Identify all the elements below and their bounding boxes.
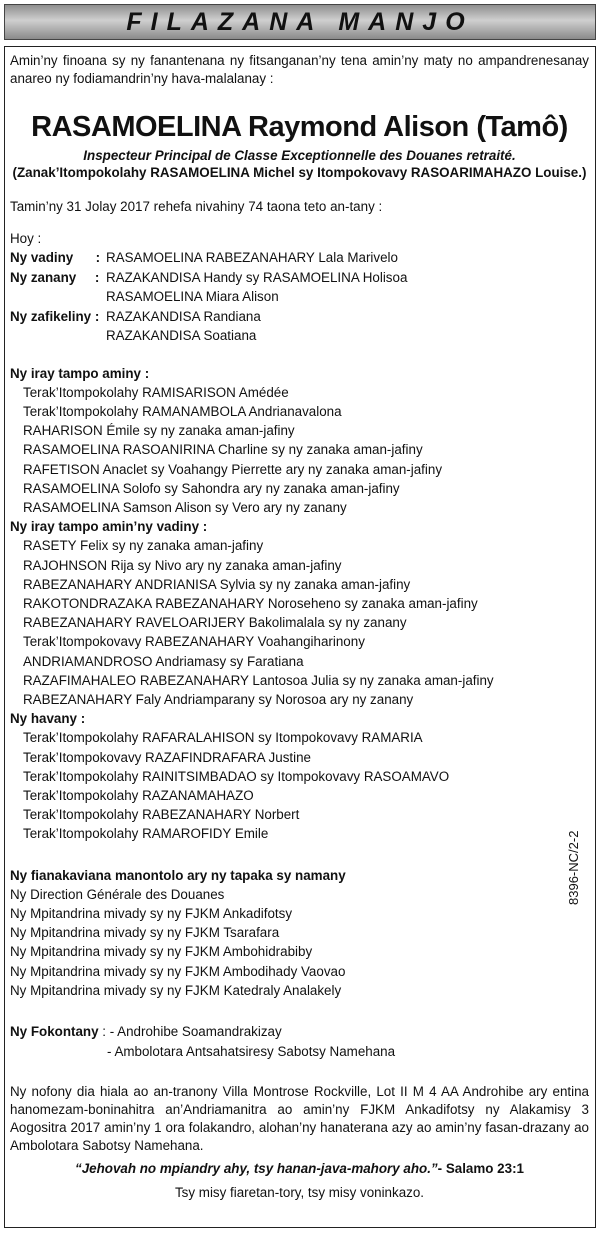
list-item: Terak’Itompokolahy RAINITSIMBADAO sy Itompokovavy RASOAMAVO: [23, 768, 450, 784]
list-item: - Androhibe Soamandrakizay: [109, 1024, 282, 1039]
list-item: Terak’Itompokolahy RAMAROFIDY Emile: [23, 826, 269, 842]
notice-frame: [4, 46, 596, 1228]
footer-note: Tsy misy fiaretan-tory, tsy misy voninkazo.: [174, 1185, 425, 1200]
scripture-quote: [10, 1159, 589, 1178]
intro-paragraph: Amin’ny finoana sy ny fanantenana ny fitsanganan’ny tena amin’ny maty no ampandrenesanay anareo ny fodiamandrin’ny hava-malalanay :: [10, 53, 589, 86]
group-relatives: [10, 709, 589, 843]
family-zanany: [10, 268, 589, 288]
group-heading: Ny iray tampo amin’ny vadiny :: [10, 519, 208, 535]
family-name: RAZAKANDISA Soatiana: [106, 328, 257, 343]
group-heading: Ny havany :: [10, 711, 86, 727]
list-item: Terak’Itompokolahy RAMANAMBOLA Andrianavalona: [23, 403, 342, 419]
hoy-label: Hoy :: [10, 231, 42, 246]
group-heading: Ny iray tampo aminy :: [10, 365, 150, 381]
list-item: RAJOHNSON Rija sy Nivo ary ny zanaka aman-jafiny: [23, 557, 342, 573]
list-item: ANDRIAMANDROSO Andriamasy sy Faratiana: [23, 653, 304, 669]
family-label: Ny zanany :: [10, 269, 100, 285]
list-item: Terak’Itompokolahy RABEZANAHARY Norbert: [23, 807, 300, 823]
fokontany-label: Ny Fokontany: [10, 1024, 99, 1039]
list-item: RASAMOELINA Samson Alison sy Vero ary ny zanany: [23, 499, 347, 515]
list-item: - Ambolotara Antsahatsiresy Sabotsy Namehana: [107, 1043, 396, 1059]
banner-title: FILAZANA MANJO: [126, 7, 474, 36]
death-notice: Tamin’ny 31 Jolay 2017 rehefa nivahiny 74 taona teto an-tany :: [10, 199, 383, 214]
quote-text: “Jehovah no mpiandry ahy, tsy hanan-java-mahory aho.”: [75, 1161, 438, 1176]
quote-reference: - Salamo 23:1: [437, 1161, 524, 1176]
notice-banner: [4, 4, 596, 40]
reference-code: 8396-NC/2-2: [566, 830, 581, 905]
list-item: RAZAFIMAHALEO RABEZANAHARY Lantosoa Julia sy ny zanaka aman-jafiny: [23, 672, 494, 688]
group-spouse-siblings: [10, 517, 589, 709]
list-item: Terak’Itompokovavy RABEZANAHARY Voahangiharinony: [23, 634, 365, 650]
deceased-parents: (Zanak’Itompokolahy RASAMOELINA Michel sy Itompokovavy RASOARIMAHAZO Louise.): [12, 165, 587, 180]
deceased-name: RASAMOELINA Raymond Alison (Tamô): [31, 111, 568, 143]
associations-heading: Ny fianakaviana manontolo ary ny tapaka sy namany: [10, 867, 346, 883]
family-vadiny: [10, 248, 589, 268]
list-item: Ny Mpitandrina mivady sy ny FJKM Tsarafara: [10, 925, 280, 941]
list-item: Terak’Itompokolahy RAZANAMAHAZO: [23, 787, 254, 803]
list-item: RAKOTONDRAZAKA RABEZANAHARY Noroseheno sy zanaka aman-jafiny: [23, 595, 478, 611]
list-item: Terak’Itompokolahy RAFARALAHISON sy Itompokovavy RAMARIA: [23, 730, 423, 746]
list-item: Terak’Itompokolahy RAMISARISON Amédée: [23, 384, 289, 400]
deceased-title: Inspecteur Principal de Classe Exceptionnelle des Douanes retraité.: [83, 148, 516, 163]
list-item: RAFETISON Anaclet sy Voahangy Pierrette ary ny zanaka aman-jafiny: [23, 461, 443, 477]
family-name: RAZAKANDISA Randiana: [106, 308, 261, 324]
family-name: RASAMOELINA RABEZANAHARY Lala Marivelo: [106, 250, 398, 265]
family-zafikeliny: [10, 307, 589, 327]
list-item: RAHARISON Émile sy ny zanaka aman-jafiny: [23, 423, 295, 439]
list-item: RABEZANAHARY RAVELOARIJERY Bakolimalala sy ny zanany: [23, 615, 407, 631]
list-item: RASAMOELINA Solofo sy Sahondra ary ny zanaka aman-jafiny: [23, 480, 400, 496]
list-item: Ny Mpitandrina mivady sy ny FJKM Ambohidrabiby: [10, 944, 313, 960]
list-item: Ny Mpitandrina mivady sy ny FJKM Ankadifotsy: [10, 905, 293, 921]
list-item: RASETY Felix sy ny zanaka aman-jafiny: [23, 538, 264, 554]
closing-paragraph: Ny nofony dia hiala ao an-tranony Villa Montrose Rockville, Lot II M 4 AA Androhibe ary entina hanomezam-boninahitra an’Andriamanitra ao amin’ny FJKM Ankadifotsy ny Alakamisy 3 Aogositra 2017 amin’ny 1 ora folakandro, alohan’ny hanaterana azy ao amin’ny fasan-drazany ao Ambolotara Sabotsy Namehana.: [10, 1084, 589, 1153]
fokontany-section: [10, 1022, 589, 1061]
list-item: RASAMOELINA RASOANIRINA Charline sy ny zanaka aman-jafiny: [23, 442, 423, 458]
family-name: RASAMOELINA Miara Alison: [106, 289, 279, 304]
associations-section: [10, 866, 589, 1000]
list-item: RABEZANAHARY Faly Andriamparany sy Norosoa ary ny zanany: [23, 691, 414, 707]
group-siblings: [10, 364, 589, 518]
list-item: Terak’Itompokovavy RAZAFINDRAFARA Justine: [23, 749, 311, 765]
list-item: Ny Mpitandrina mivady sy ny FJKM Katedraly Analakely: [10, 982, 342, 998]
list-item: Ny Mpitandrina mivady sy ny FJKM Ambodihady Vaovao: [10, 963, 346, 979]
fokontany-row: [10, 1022, 589, 1042]
fokontany-separator: :: [98, 1024, 110, 1039]
family-label: Ny vadiny :: [10, 250, 101, 265]
list-item: RABEZANAHARY ANDRIANISA Sylvia sy ny zanaka aman-jafiny: [23, 576, 411, 592]
family-name: RAZAKANDISA Handy sy RASAMOELINA Holisoa: [106, 269, 408, 285]
family-label: Ny zafikeliny :: [10, 308, 100, 324]
list-item: Ny Direction Générale des Douanes: [10, 886, 225, 902]
